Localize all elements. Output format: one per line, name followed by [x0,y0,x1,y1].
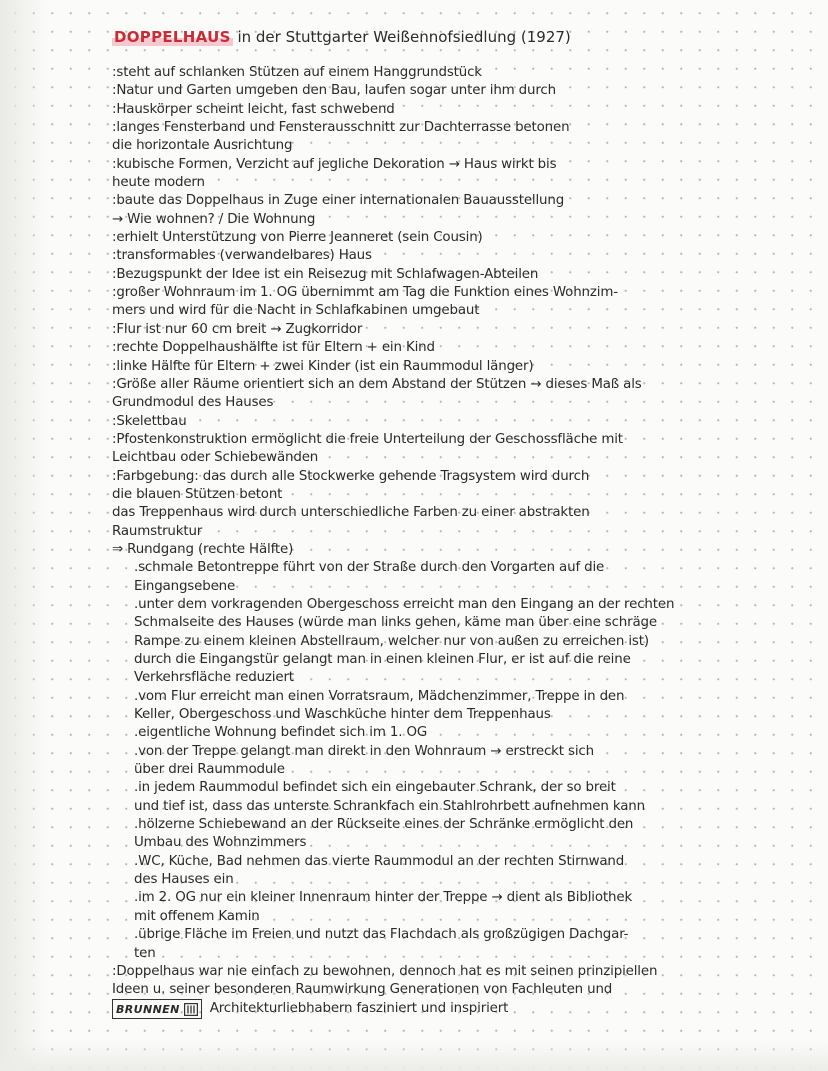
note-line: Leichtbau oder Schiebewänden [112,450,319,466]
note-line: .unter dem vorkragenden Obergeschoss erreicht man den Eingang an der rechten [134,596,675,612]
note-line: Schmalseite des Hauses (würde man links gehen, käme man über eine schräge [134,615,657,631]
note-line: Keller, Obergeschoss und Waschküche hinter dem Treppenhaus [134,707,551,723]
note-line: :linke Hälfte für Eltern + zwei Kinder (ist ein Raummodul länger) [112,358,534,374]
rundgang-heading: ⇒ Rundgang (rechte Hälfte) [112,541,294,557]
note-line: :kubische Formen, Verzicht auf jegliche Dekoration → Haus wirkt bis [112,156,557,172]
note-line: .schmale Betontreppe führt von der Straße durch den Vorgarten auf die [134,560,605,576]
note-line: Raumstruktur [112,523,203,539]
note-line: :Bezugspunkt der Idee ist ein Reisezug mit Schlafwagen-Abteilen [112,266,539,282]
footer-row [112,999,508,1019]
note-line: Umbau des Wohnzimmers [134,835,307,851]
note-line: :Farbgebung: das durch alle Stockwerke gehende Tragsystem wird durch [112,468,590,484]
note-line: :Hauskörper scheint leicht, fast schwebend [112,101,395,117]
note-line: :langes Fensterband und Fensterausschnitt zur Dachterrasse betonen [112,120,570,136]
note-line: :baute das Doppelhaus in Zuge einer internationalen Bauausstellung [112,193,565,209]
title-highlight: DOPPELHAUS [114,28,231,46]
note-line: :steht auf schlanken Stützen auf einem Hanggrundstück [112,65,482,80]
note-line: das Treppenhaus wird durch unterschiedliche Farben zu einer abstrakten [112,505,590,521]
brand-logo [112,999,202,1019]
note-content [112,26,802,1000]
note-line: .eigentliche Wohnung befindet sich im 1. OG [134,725,428,741]
note-line: → Wie wohnen? / Die Wohnung [112,211,316,227]
note-line: und tief ist, dass das unterste Schrankfach ein Stahlrohrbett aufnehmen kann [134,798,645,814]
note-line: ten [134,945,156,961]
brand-mark-icon [184,1003,198,1016]
note-line: :Doppelhaus war nie einfach zu bewohnen, dennoch hat es mit seinen prinzipiellen [112,963,658,979]
note-line: .von der Treppe gelangt man direkt in den Wohnraum → erstreckt sich [134,743,594,759]
note-line: des Hauses ein [134,872,234,888]
note-line: :Pfostenkonstruktion ermöglicht die freie Unterteilung der Geschossfläche mit [112,431,623,447]
note-line: Verkehrsfläche reduziert [134,670,294,686]
note-line: .übrige Fläche im Freien und nutzt das Flachdach als großzügigen Dachgar- [134,927,629,943]
note-line: .in jedem Raummodul befindet sich ein eingebauter Schrank, der so breit [134,780,616,796]
page-bottom-shadow [0,1040,828,1071]
note-line: die horizontale Ausrichtung [112,138,293,154]
note-line: :großer Wohnraum im 1. OG übernimmt am Tag die Funktion eines Wohnzim- [112,285,618,301]
note-line: :Natur und Garten umgeben den Bau, laufen sogar unter ihm durch [112,83,556,99]
note-line: :erhielt Unterstützung von Pierre Jeanneret (sein Cousin) [112,230,483,246]
title-rest: in der Stuttgarter Weißennofsiedlung (1927) [237,28,571,46]
note-line: .im 2. OG nur ein kleiner Innenraum hinter der Treppe → dient als Bibliothek [134,890,633,906]
note-line: die blauen Stützen betont [112,486,283,502]
note-line: :Skelettbau [112,413,187,429]
page-title [112,26,802,50]
note-line: heute modern [112,175,205,191]
note-line: über drei Raummodule [134,762,285,778]
note-line: durch die Eingangstür gelangt man in einen kleinen Flur, er ist auf die reine [134,652,631,667]
note-line: :Größe aller Räume orientiert sich an dem Abstand der Stützen → dieses Maß als [112,376,642,392]
note-line: .WC, Küche, Bad nehmen das vierte Raummodul an der rechten Stirnwand [134,853,625,869]
brand-name: BRUNNEN [116,1002,180,1016]
note-line: Grundmodul des Hauses [112,395,274,411]
note-line: Eingangsebene [134,578,236,594]
page-edge-shadow [0,0,48,1071]
note-line: .vom Flur erreicht man einen Vorratsraum, Mädchenzimmer, Treppe in den [134,688,625,704]
note-line: mit offenem Kamin [134,908,260,924]
note-line: Rampe zu einem kleinen Abstellraum, welcher nur von außen zu erreichen ist) [134,633,649,649]
note-line: :rechte Doppelhaushälfte ist für Eltern + ein Kind [112,340,435,356]
note-line: :transformables (verwandelbares) Haus [112,248,372,264]
note-line: :Flur ist nur 60 cm breit → Zugkorridor [112,321,363,337]
note-line: .hölzerne Schiebewand an der Rückseite eines der Schränke ermöglicht den [134,817,634,833]
note-line: mers und wird für die Nacht in Schlafkabinen umgebaut [112,303,480,319]
note-line-last: Architekturliebhabern fasziniert und inspiriert [209,1000,509,1016]
note-line: Ideen u. seiner besonderen Raumwirkung Generationen von Fachleuten und [112,982,613,998]
